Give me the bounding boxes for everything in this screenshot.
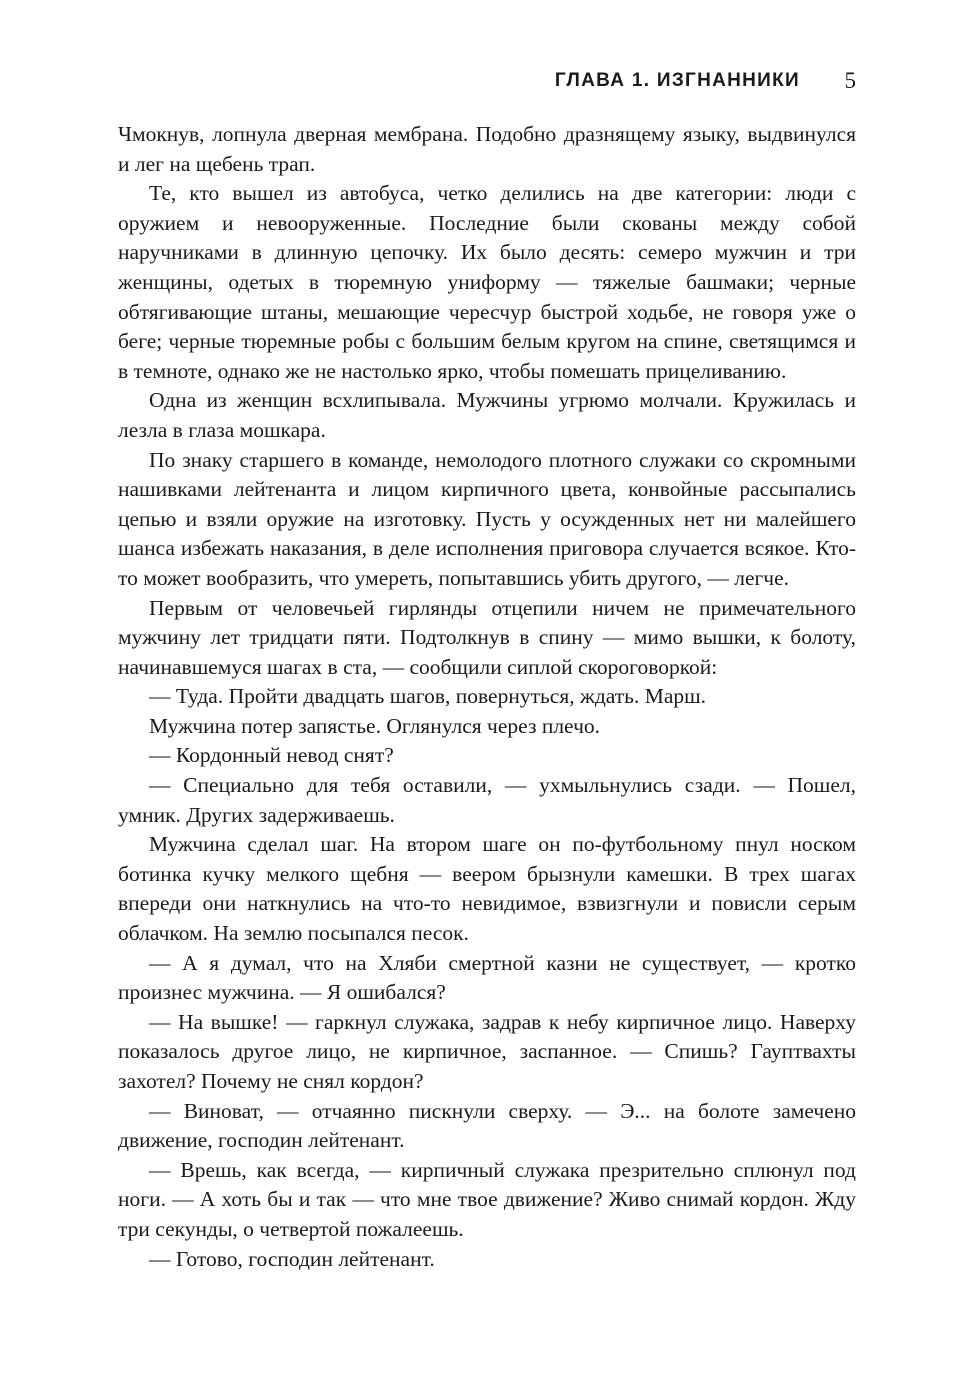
dialogue-line: — А я думал, что на Хляби смертной казни не существует, — кротко произнес мужчина. — Я ошибался?	[118, 950, 856, 1005]
dialogue-line: — Врешь, как всегда, — кирпичный служака презрительно сплюнул под ноги. — А хоть бы и так — что мне твое движение? Живо снимай кордон. Жду три секунды, о четвертой пожалеешь.	[118, 1157, 856, 1241]
chapter-title: ГЛАВА 1. ИЗГНАННИКИ	[554, 70, 800, 91]
dialogue-line: — На вышке! — гаркнул служака, задрав к небу кирпичное лицо. Наверху показалось другое лицо, не кирпичное, заспанное. — Спишь? Гауптвахты захотел? Почему не снял кордон?	[118, 1009, 856, 1093]
paragraph: По знаку старшего в команде, немолодого плотного служаки со скромными нашивками лейтенанта и лицом кирпичного цвета, конвойные рассыпались цепью и взяли оружие на изготовку. Пусть у осужденных нет ни малейшего шанса избежать наказания, в деле исполнения приговора случается всякое. Кто-то может вообразить, что умереть, попытавшись убить другого, — легче.	[118, 447, 856, 590]
page-number: 5	[844, 68, 856, 93]
dialogue-line: — Готово, господин лейтенант.	[149, 1246, 435, 1271]
paragraph: Чмокнув, лопнула дверная мембрана. Подобно дразнящему языку, выдвинулся и лег на щебень трап.	[118, 122, 856, 176]
dialogue-line: — Кордонный невод снят?	[149, 743, 394, 768]
text-body	[118, 120, 856, 1274]
dialogue-line: — Специально для тебя оставили, — ухмыльнулись сзади. — Пошел, умник. Других задерживаешь.	[118, 773, 856, 827]
paragraph: Первым от человечьей гирлянды отцепили ничем не примечательного мужчину лет тридцати пяти. Подтолкнув в спину — мимо вышки, к болоту, начинавшемуся шагах в ста, — сообщили сиплой скороговоркой:	[118, 595, 856, 679]
running-header	[118, 66, 856, 96]
dialogue-line: — Туда. Пройти двадцать шагов, повернуться, ждать. Марш.	[149, 684, 707, 709]
dialogue-line: — Виноват, — отчаянно пискнули сверху. — Э... на болоте замечено движение, господин лейтенант.	[118, 1098, 856, 1153]
paragraph: Те, кто вышел из автобуса, четко делились на две категории: люди с оружием и невооруженные. Последние были скованы между собой наручниками в длинную цепочку. Их было десять: семеро мужчин и три женщины, одетых в тюремную униформу — тяжелые башмаки; черные обтягивающие штаны, мешающие чересчур быстрой ходьбе, не говоря уже о беге; черные тюремные робы с большим белым кругом на спине, светящимся и в темноте, однако же не настолько ярко, чтобы помешать прицеливанию.	[118, 181, 856, 383]
paragraph: Мужчина потер запястье. Оглянулся через плечо.	[149, 713, 601, 738]
paragraph: Мужчина сделал шаг. На втором шаге он по-футбольному пнул носком ботинка кучку мелкого щебня — веером брызнули камешки. В трех шагах впереди они наткнулись на что-то невидимое, взвизгнули и повисли серым облачком. На землю посыпался песок.	[118, 832, 856, 946]
paragraph: Одна из женщин всхлипывала. Мужчины угрюмо молчали. Кружилась и лезла в глаза мошкара.	[118, 388, 856, 442]
